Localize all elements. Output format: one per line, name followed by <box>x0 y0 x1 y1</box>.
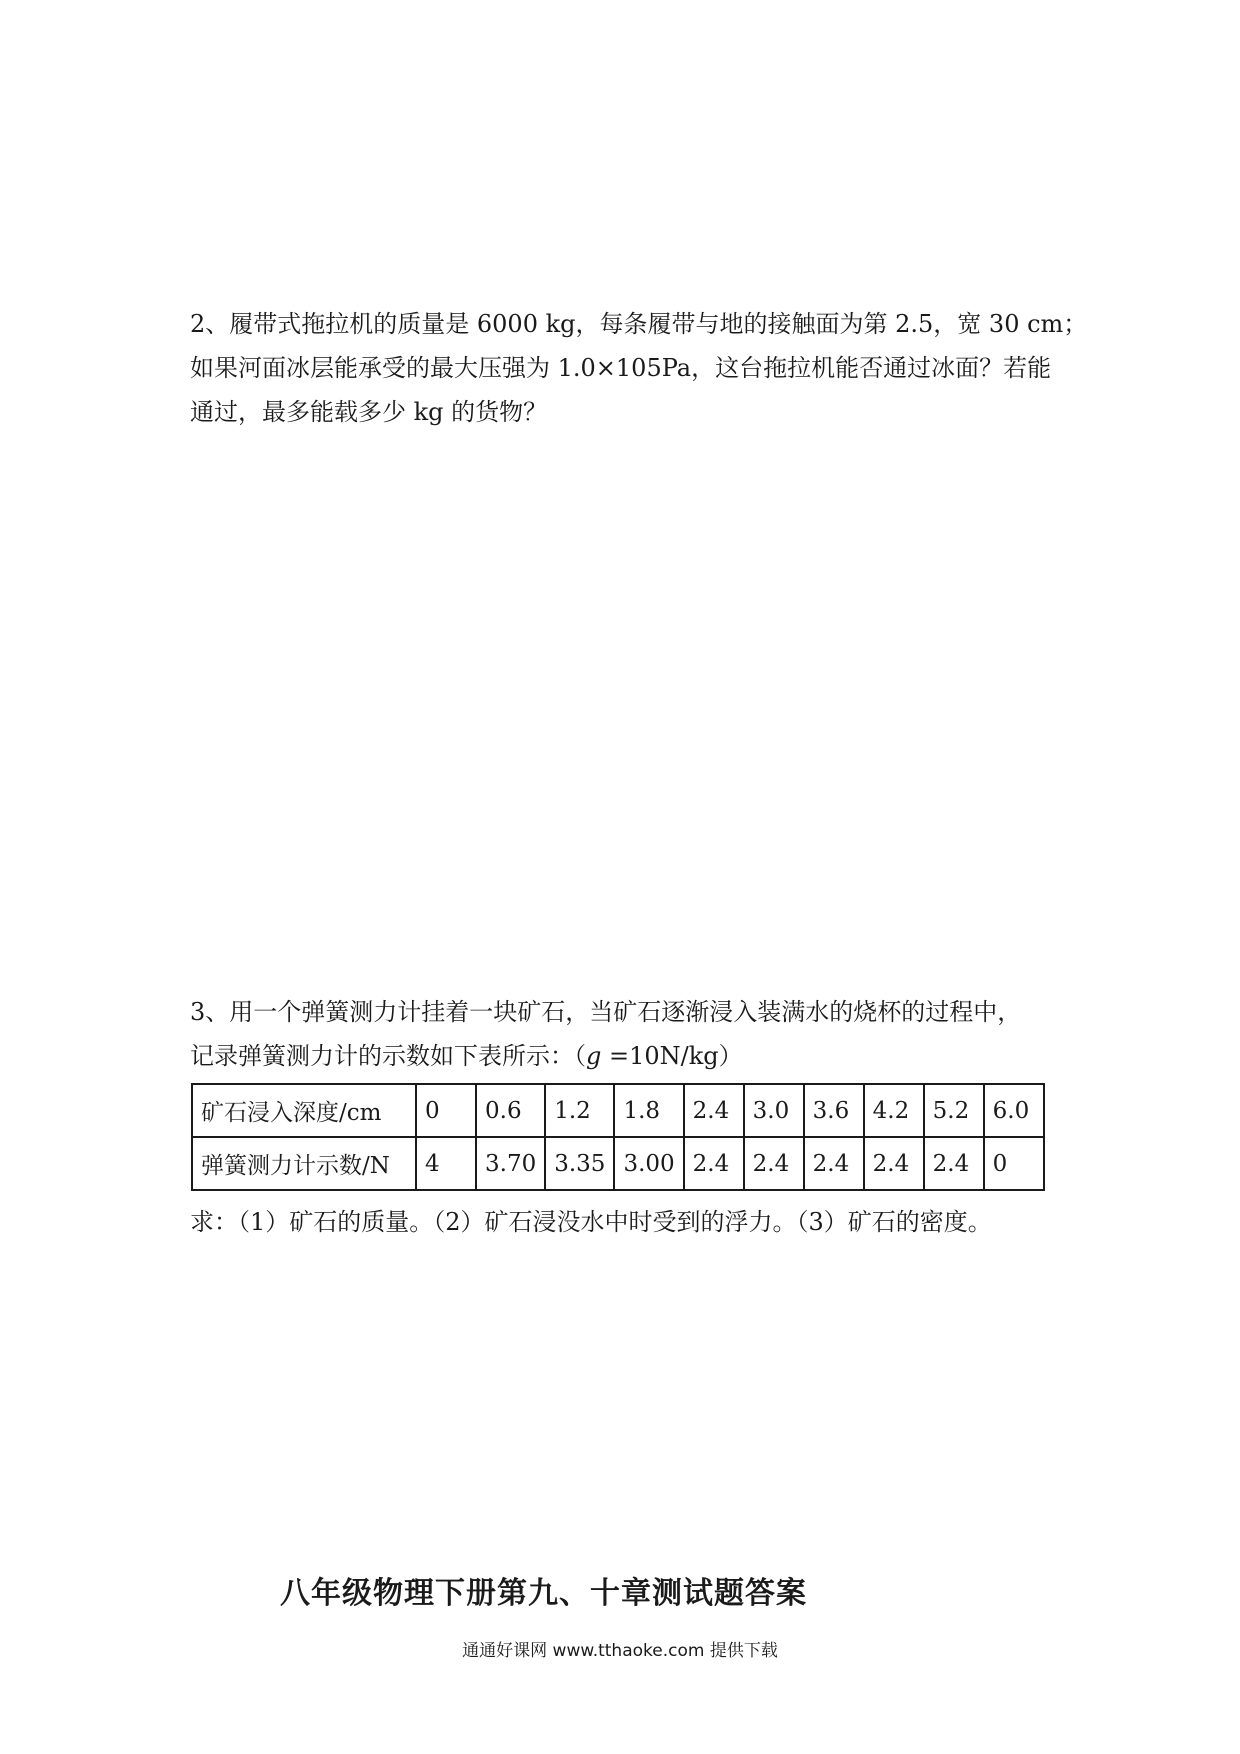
question-2-line-1: 2、履带式拖拉机的质量是 6000 kg，每条履带与地的接触面为第 2.5，宽 30 cm； <box>190 310 1088 338</box>
table-cell: 2.4 <box>744 1137 804 1190</box>
question-3-ask: 求：（1）矿石的质量。（2）矿石浸没水中时受到的浮力。（3）矿石的密度。 <box>190 1208 992 1236</box>
table-cell: 3.00 <box>614 1137 683 1190</box>
table-cell: 4 <box>416 1137 476 1190</box>
table-cell: 1.2 <box>545 1084 614 1137</box>
table-cell: 0 <box>416 1084 476 1137</box>
question-2-line-2: 如果河面冰层能承受的最大压强为 1.0×105Pa，这台拖拉机能否通过冰面？若能 <box>190 354 1052 382</box>
table-cell: 1.8 <box>614 1084 683 1137</box>
table-cell: 3.6 <box>804 1084 864 1137</box>
question-3-line-1: 3、用一个弹簧测力计挂着一块矿石，当矿石逐渐浸入装满水的烧杯的过程中， <box>190 998 1022 1026</box>
table-cell: 0.6 <box>476 1084 545 1137</box>
table-cell: 2.4 <box>864 1137 924 1190</box>
question-3 <box>190 990 1070 1078</box>
footer-credit: 通通好课网 www.tthaoke.com 提供下载 <box>462 1641 778 1661</box>
table-cell: 2.4 <box>684 1137 744 1190</box>
table-cell: 5.2 <box>924 1084 984 1137</box>
question-3-line-2 <box>190 1034 1070 1078</box>
table-row-reading <box>192 1137 1044 1190</box>
table-cell: 2.4 <box>804 1137 864 1190</box>
measurement-table <box>191 1083 1045 1191</box>
row-header-depth: 矿石浸入深度/cm <box>192 1084 416 1137</box>
answer-title: 八年级物理下册第九、十章测试题答案 <box>280 1576 807 1611</box>
table-row-depth <box>192 1084 1044 1137</box>
table-cell: 3.0 <box>744 1084 804 1137</box>
table-cell: 6.0 <box>984 1084 1044 1137</box>
table-cell: 3.35 <box>545 1137 614 1190</box>
gravity-variable: g <box>586 1042 602 1070</box>
table-cell: 2.4 <box>924 1137 984 1190</box>
table-cell: 4.2 <box>864 1084 924 1137</box>
question-2 <box>190 302 1088 434</box>
row-header-reading: 弹簧测力计示数/N <box>192 1137 416 1190</box>
table-cell: 0 <box>984 1137 1044 1190</box>
question-2-line-3: 通过，最多能载多少 kg 的货物？ <box>190 398 548 426</box>
question-3-line-2-suffix: =10N/kg） <box>601 1042 743 1070</box>
table-cell: 3.70 <box>476 1137 545 1190</box>
table-cell: 2.4 <box>684 1084 744 1137</box>
question-3-line-2-prefix: 记录弹簧测力计的示数如下表所示：（ <box>190 1042 586 1070</box>
